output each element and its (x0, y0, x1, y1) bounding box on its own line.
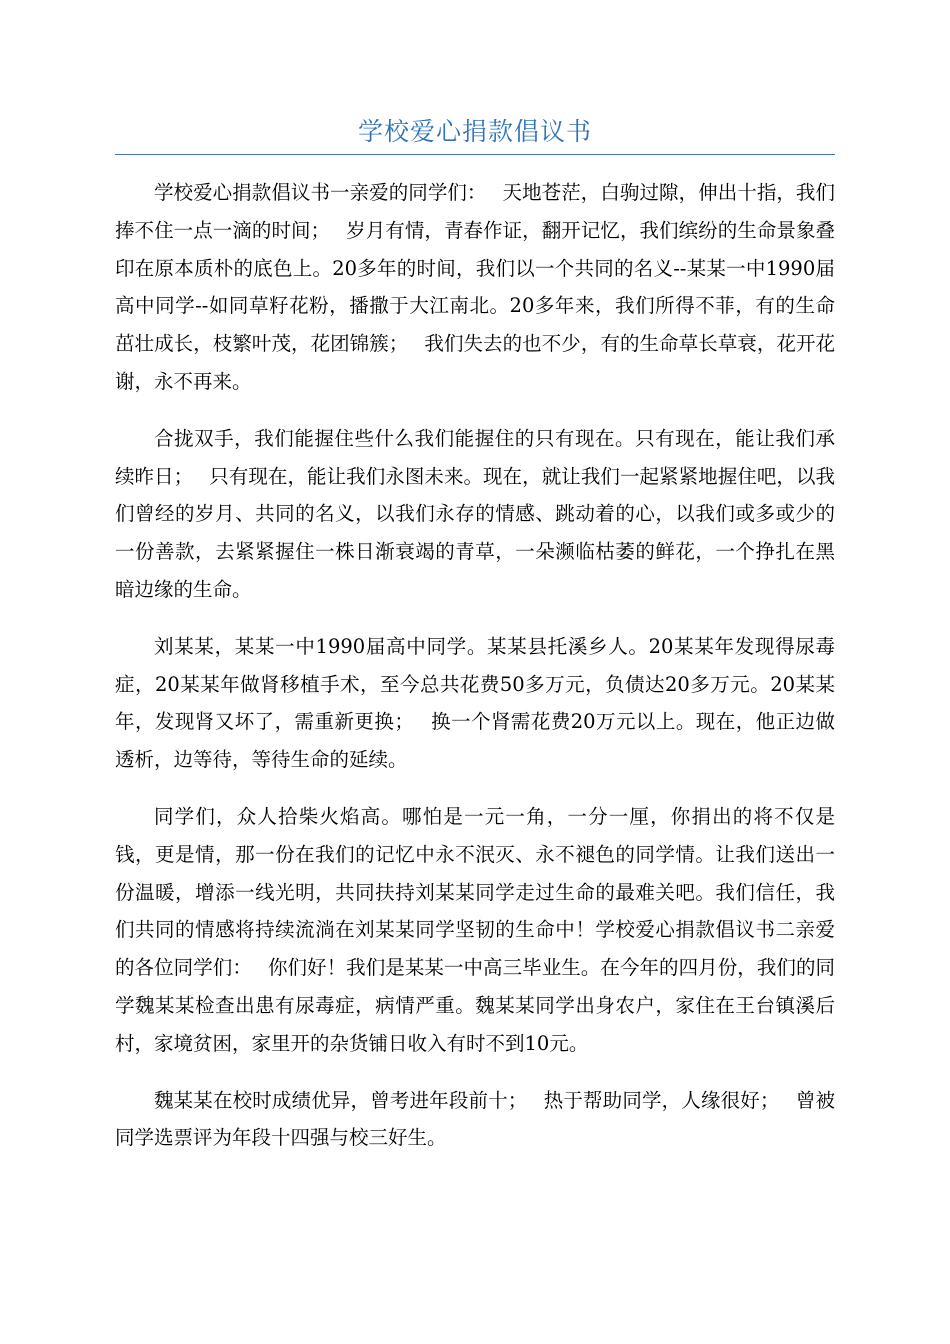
paragraph-4: 同学们，众人拾柴火焰高。哪怕是一元一角，一分一厘，你捐出的将不仅是钱，更是情，那一份在我们的记忆中永不泯灭、永不褪色的同学情。让我们送出一份温暖，增添一线光明，共同扶持刘某某同学走过生命的最难关吧。我们信任，我们共同的情感将持续流淌在刘某某同学坚韧的生命中！学校爱心捐款倡议书二亲爱的各位同学们： 你们好！我们是某某一中高三毕业生。在今年的四月份，我们的同学魏某某检查出患有尿毒症，病情严重。魏某某同学出身农户，家住在王台镇溪后村，家境贫困，家里开的杂货铺日收入有时不到10元。 (115, 804, 835, 1055)
paragraph-1: 学校爱心捐款倡议书一亲爱的同学们： 天地苍茫，白驹过隙，伸出十指，我们捧不住一点一滴的时间； 岁月有情，青春作证，翻开记忆，我们缤纷的生命景象叠印在原本质朴的底色上。20多年的时间，我们以一个共同的名义--某某一中1990届高中同学--如同草籽花粉，播撒于大江南北。20多年来，我们所得不菲，有的生命茁壮成长，枝繁叶茂，花团锦簇； 我们失去的也不少，有的生命草长草衰，花开花谢，永不再来。 (115, 181, 835, 393)
document-body (115, 174, 835, 1176)
paragraph-2: 合拢双手，我们能握住些什么我们能握住的只有现在。只有现在，能让我们承续昨日； 只有现在，能让我们永图未来。现在，就让我们一起紧紧地握住吧，以我们曾经的岁月、共同的名义，以我们永存的情感、跳动着的心，以我们或多或少的一份善款，去紧紧握住一株日渐衰竭的青草，一朵濒临枯萎的鲜花，一个挣扎在黑暗边缘的生命。 (115, 426, 835, 601)
title-underline (115, 154, 835, 155)
document-title: 学校爱心捐款倡议书 (357, 117, 592, 146)
paragraph-5: 魏某某在校时成绩优异，曾考进年段前十； 热于帮助同学，人缘很好； 曾被同学选票评为年段十四强与校三好生。 (115, 1088, 835, 1150)
paragraph-3: 刘某某，某某一中1990届高中同学。某某县托溪乡人。20某某年发现得尿毒症，20某某年做肾移植手术，至今总共花费50多万元，负债达20多万元。20某某年，发现肾又坏了，需重新更换； 换一个肾需花费20万元以上。现在，他正边做透析，边等待，等待生命的延续。 (115, 634, 835, 772)
